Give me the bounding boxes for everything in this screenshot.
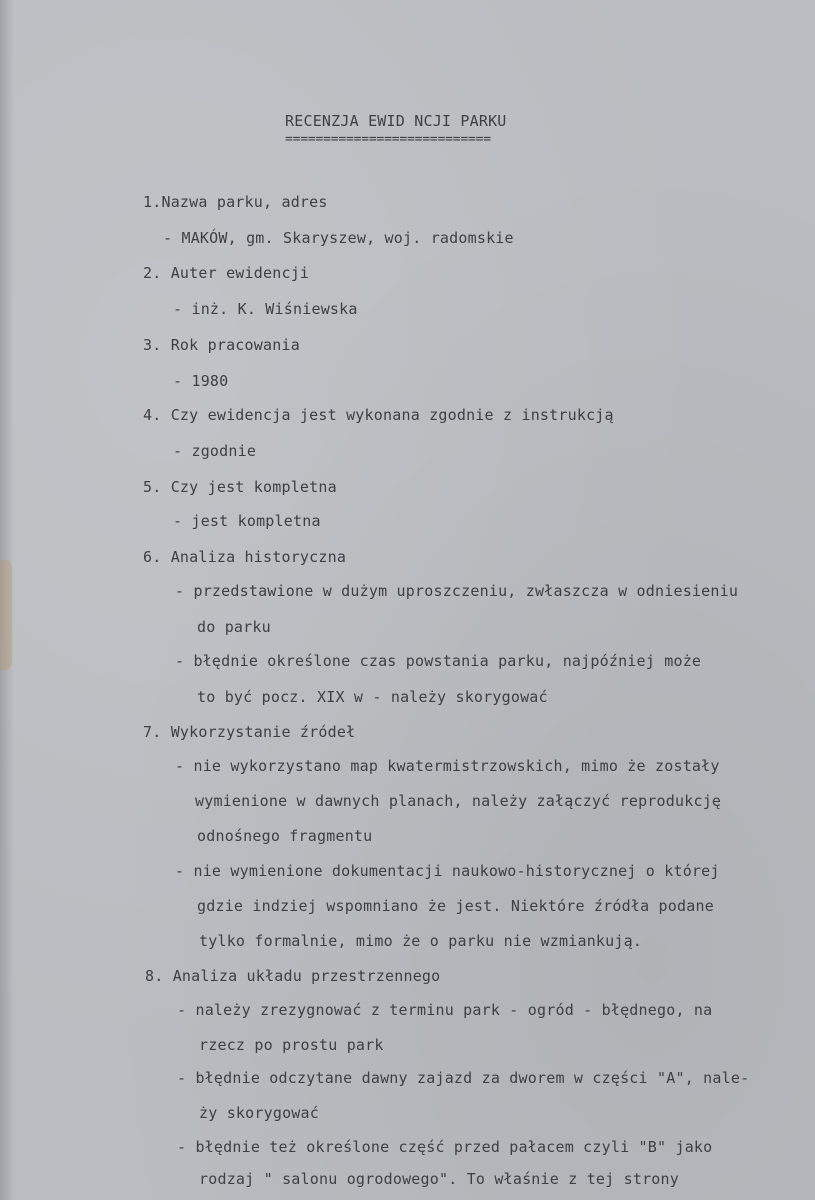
document-title: RECENZJA EWID NCJI PARKU: [285, 112, 507, 130]
item-5-answer: - jest kompletna: [173, 512, 321, 530]
item-5-heading: 5. Czy jest kompletna: [143, 478, 337, 496]
item-8-point-2: - błędnie odczytane dawny zajazd za dworem w części "A", nale-: [177, 1069, 750, 1087]
item-2-answer: - inż. K. Wiśniewska: [173, 300, 358, 318]
item-8-point-2-cont: ży skorygować: [199, 1104, 319, 1122]
item-1-heading: 1.Nazwa parku, adres: [143, 193, 328, 211]
item-6-point-1: - przedstawione w dużym uproszczeniu, zwłaszcza w odniesieniu: [175, 582, 739, 600]
item-6-point-1-cont: do parku: [197, 618, 271, 636]
item-6-heading: 6. Analiza historyczna: [143, 548, 347, 566]
item-4-answer: - zgodnie: [173, 442, 257, 460]
item-7-point-2: - nie wymienione dokumentacji naukowo-historycznej o której: [175, 862, 720, 880]
paper-stain: [0, 560, 12, 670]
item-4-heading: 4. Czy ewidencja jest wykonana zgodnie z instrukcją: [143, 406, 614, 424]
item-7-point-1: - nie wykorzystano map kwatermistrzowskich, mimo że zostały: [175, 757, 720, 775]
item-8-point-3: - błędnie też określone część przed pałacem czyli "B" jako: [177, 1138, 713, 1156]
item-8-point-1-cont: rzecz po prostu park: [199, 1036, 384, 1054]
item-7-point-2-cont2: tylko formalnie, mimo że o parku nie wzmiankują.: [199, 932, 643, 950]
item-6-point-2-cont: to być pocz. XIX w - należy skorygować: [197, 688, 548, 706]
item-7-heading: 7. Wykorzystanie źródeł: [143, 723, 356, 741]
item-7-point-2-cont: gdzie indziej wspomniano że jest. Niektóre źródła podane: [197, 897, 714, 915]
item-8-point-1: - należy zrezygnować z terminu park - ogród - błędnego, na: [177, 1001, 713, 1019]
item-7-point-1-cont2: odnośnego fragmentu: [197, 827, 373, 845]
item-3-heading: 3. Rok pracowania: [143, 336, 300, 354]
item-8-heading: 8. Analiza układu przestrzennego: [145, 967, 441, 985]
title-underline: ===========================: [285, 132, 491, 147]
item-1-answer: - MAKÓW, gm. Skaryszew, woj. radomskie: [163, 229, 514, 247]
item-6-point-2: - błędnie określone czas powstania parku, najpóźniej może: [175, 652, 702, 670]
item-3-answer: - 1980: [173, 372, 229, 390]
item-8-point-3-cont: rodzaj " salonu ogrodowego". To właśnie z tej strony: [199, 1170, 679, 1188]
item-7-point-1-cont: wymienione w dawnych planach, należy załączyć reprodukcję: [195, 792, 722, 810]
item-2-heading: 2. Auter ewidencji: [143, 264, 310, 282]
